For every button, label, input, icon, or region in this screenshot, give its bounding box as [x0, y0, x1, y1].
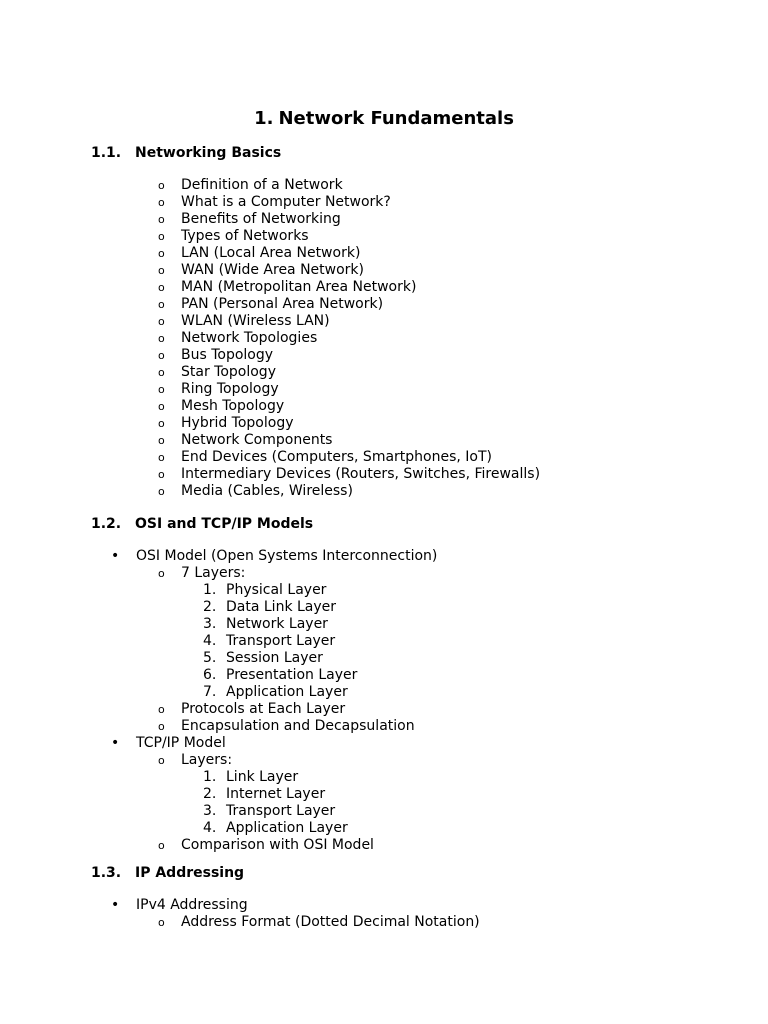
circle-marker: o — [158, 349, 165, 362]
bullet-marker: • — [111, 897, 120, 913]
list-item-text: Data Link Layer — [226, 599, 337, 615]
list-item-text: TCP/IP Model — [136, 735, 226, 751]
circle-marker: o — [158, 179, 165, 192]
circle-marker: o — [158, 485, 165, 498]
circle-marker: o — [158, 298, 165, 311]
list-item-text: Link Layer — [226, 769, 299, 785]
list-item-text: Network Topologies — [181, 330, 318, 346]
number-marker: 6. — [203, 667, 217, 683]
list-item-text: Types of Networks — [181, 228, 309, 244]
circle-marker: o — [158, 281, 165, 294]
circle-marker: o — [158, 417, 165, 430]
list-item-text: End Devices (Computers, Smartphones, IoT) — [181, 449, 492, 465]
number-marker: 3. — [203, 803, 217, 819]
section-title: Networking Basics — [135, 145, 282, 161]
list-item-text: Network Components — [181, 432, 333, 448]
circle-marker: o — [158, 230, 165, 243]
list-item-text: Intermediary Devices (Routers, Switches, Firewalls) — [181, 466, 541, 482]
list-item-text: Presentation Layer — [226, 667, 358, 683]
list-item-text: Transport Layer — [226, 803, 336, 819]
circle-marker: o — [158, 213, 165, 226]
list-item-text: Ring Topology — [181, 381, 279, 397]
number-marker: 1. — [203, 582, 217, 598]
list-item-text: IPv4 Addressing — [136, 897, 248, 913]
number-marker: 5. — [203, 650, 217, 666]
list-item-text: LAN (Local Area Network) — [181, 245, 361, 261]
circle-marker: o — [158, 916, 165, 929]
circle-marker: o — [158, 703, 165, 716]
circle-marker: o — [158, 400, 165, 413]
circle-marker: o — [158, 366, 165, 379]
circle-marker: o — [158, 196, 165, 209]
number-marker: 2. — [203, 599, 217, 615]
number-marker: 2. — [203, 786, 217, 802]
section-heading-networking-basics — [91, 145, 281, 162]
list-item-text: Transport Layer — [226, 633, 336, 649]
list-item-text: Application Layer — [226, 684, 348, 700]
list-item-text: Internet Layer — [226, 786, 326, 802]
list-item-text: Layers: — [181, 752, 233, 768]
list-item-text: Network Layer — [226, 616, 328, 632]
document-title — [0, 108, 768, 130]
number-marker: 3. — [203, 616, 217, 632]
list-item-text: Address Format (Dotted Decimal Notation) — [181, 914, 480, 930]
list-item-text: Application Layer — [226, 820, 348, 836]
list-item-text: 7 Layers: — [181, 565, 246, 581]
section-heading-osi-tcpip-models — [91, 516, 313, 533]
list-item-text: Benefits of Networking — [181, 211, 341, 227]
circle-marker: o — [158, 468, 165, 481]
bullet-marker: • — [111, 735, 120, 751]
list-item-text: Bus Topology — [181, 347, 274, 363]
number-marker: 7. — [203, 684, 217, 700]
list-item-text: Hybrid Topology — [181, 415, 294, 431]
list-item-text: What is a Computer Network? — [181, 194, 391, 210]
list-item-text: Star Topology — [181, 364, 276, 380]
section-title: IP Addressing — [135, 865, 245, 881]
number-marker: 4. — [203, 820, 217, 836]
section-title: OSI and TCP/IP Models — [135, 516, 314, 532]
list-item-text: Physical Layer — [226, 582, 327, 598]
circle-marker: o — [158, 451, 165, 464]
list-item-text: Mesh Topology — [181, 398, 285, 414]
circle-marker: o — [158, 839, 165, 852]
section-heading-ip-addressing — [91, 865, 244, 882]
list-item-text: OSI Model (Open Systems Interconnection) — [136, 548, 438, 564]
section-number: 1.2. — [91, 516, 122, 532]
circle-marker: o — [158, 247, 165, 260]
list-item-text: MAN (Metropolitan Area Network) — [181, 279, 417, 295]
list-item-text: PAN (Personal Area Network) — [181, 296, 384, 312]
list-item-text: WAN (Wide Area Network) — [181, 262, 364, 278]
list-item-text: Media (Cables, Wireless) — [181, 483, 353, 499]
list-item-text: Encapsulation and Decapsulation — [181, 718, 415, 734]
list-item-text: Comparison with OSI Model — [181, 837, 374, 853]
section-number: 1.3. — [91, 865, 122, 881]
circle-marker: o — [158, 315, 165, 328]
list-item-text: Definition of a Network — [181, 177, 343, 193]
circle-marker: o — [158, 383, 165, 396]
title-number: 1. — [254, 108, 274, 129]
circle-marker: o — [158, 754, 165, 767]
list-item-text: Protocols at Each Layer — [181, 701, 346, 717]
list-item-text: Session Layer — [226, 650, 323, 666]
circle-marker: o — [158, 332, 165, 345]
number-marker: 1. — [203, 769, 217, 785]
number-marker: 4. — [203, 633, 217, 649]
title-text: Network Fundamentals — [278, 108, 514, 129]
circle-marker: o — [158, 720, 165, 733]
list-item-text: WLAN (Wireless LAN) — [181, 313, 330, 329]
section-number: 1.1. — [91, 145, 122, 161]
circle-marker: o — [158, 264, 165, 277]
circle-marker: o — [158, 567, 165, 580]
circle-marker: o — [158, 434, 165, 447]
bullet-marker: • — [111, 548, 120, 564]
